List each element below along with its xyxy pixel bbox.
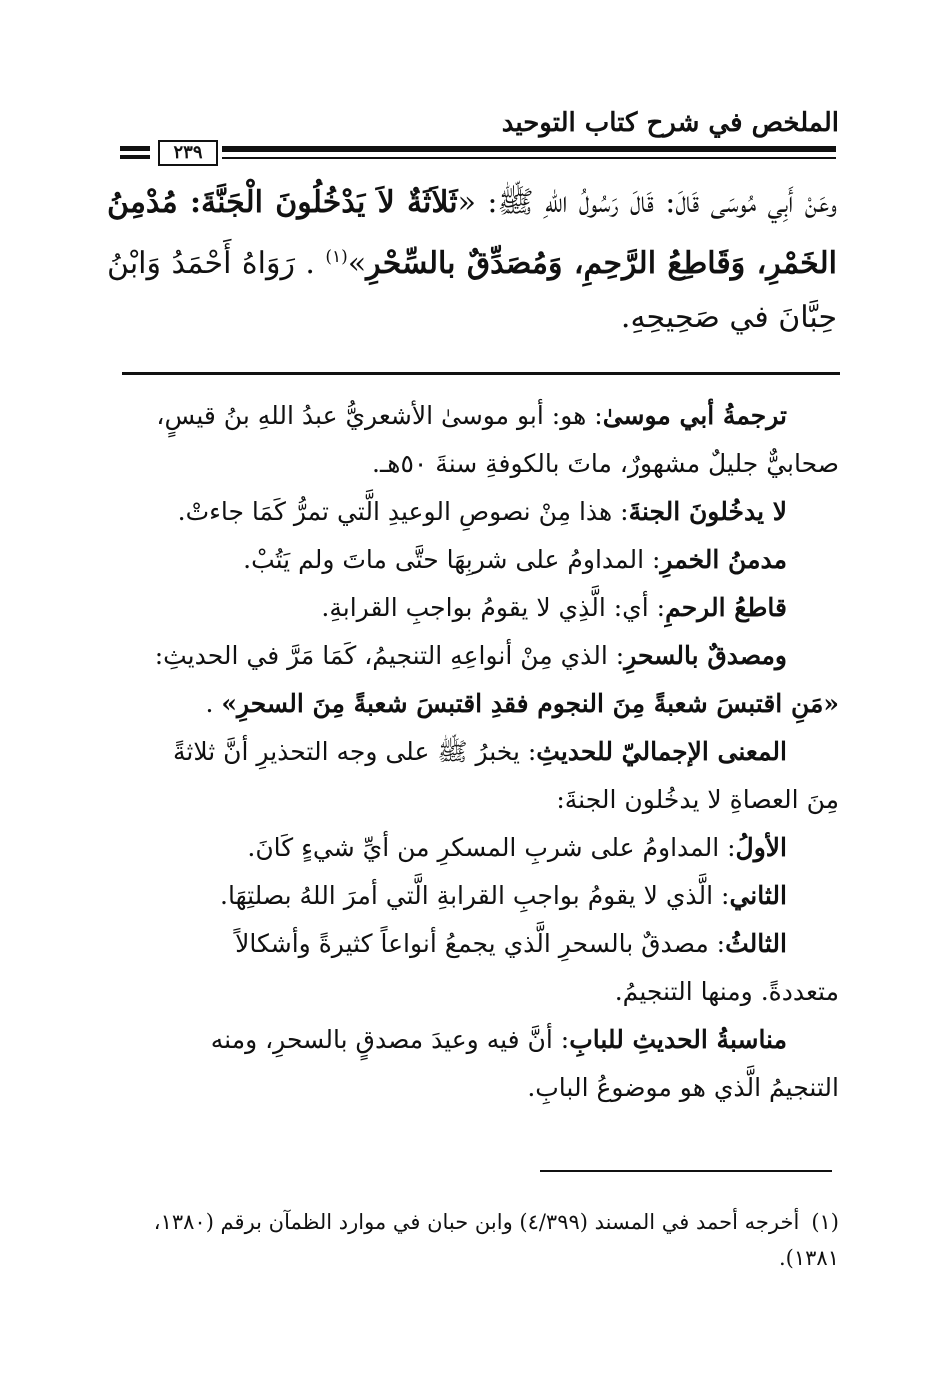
note-text: : مصدقٌ بالسحرِ الَّذي يجمعُ أنواعاً كثيرةً وأشكالاً [235,929,726,958]
footnote-line [107,1240,839,1276]
note-text: صحابيٌّ جليلٌ مشهورٌ، ماتَ بالكوفةِ سنةَ ٥٠هـ. [372,449,839,478]
hadith-intro: وعَنْ أَبِي مُوسَى قَالَ: قَالَ رَسُولُ اللهِ ﷺ: « [457,185,837,220]
note-line [107,680,839,728]
footnote-text: أخرجه أحمد في المسند (٤/٣٩٩) وابن حبان في موارد الظمآن برقم (١٣٨٠، [153,1210,800,1234]
note-text: متعددةً. ومنها التنجيمُ. [614,977,839,1006]
note-term: قاطعُ الرحمِ [665,593,787,622]
note-text: التنجيمُ الَّذي هو موضوعُ البابِ. [527,1073,839,1102]
footnote-text: ١٣٨١). [779,1246,839,1270]
footnote-rule [540,1170,832,1172]
header-rule-thin [222,157,836,159]
footnote-reference: (١) [325,247,348,267]
note-line [107,536,839,584]
note-line [107,392,839,440]
hadith-text [107,176,837,345]
footnote-number: (١) [811,1210,839,1234]
running-header-title: الملخص في شرح كتاب التوحيد [501,108,839,138]
hadith-quote: ثَلاَثَةٌ لاَ يَدْخُلُونَ الْجَنَّةَ: مُدْمِنُ الخَمْرِ، وَقَاطِعُ الرَّحِمِ، وَمُصَدِّقٌ بالسِّحْرِ [107,185,838,281]
note-text: : أي: الَّذِي لا يقومُ بواجبِ القرابةِ. [321,593,666,622]
note-term: الثالثُ [725,929,787,958]
note-line [107,968,839,1016]
note-line [107,632,839,680]
note-text: مِنَ العصاةِ لا يدخُلون الجنةَ: [556,785,839,814]
hadith-quote-close: » [347,246,367,281]
note-term: ومصدقٌ بالسحرِ [624,641,787,670]
section-divider [122,372,840,375]
note-line [107,728,839,776]
page-number: ٢٣٩ [158,140,218,166]
note-term: مناسبةُ الحديثِ للبابِ [569,1025,787,1054]
note-term: لا يدخُلونَ الجنةَ [628,497,787,526]
note-text: : الذي مِنْ أنواعِهِ التنجيمُ، كَمَا مَرَّ في الحديثِ: [154,641,625,670]
note-quote: «مَنِ اقتبسَ شعبةً مِنَ النجوم فقدِ اقتبسَ شعبةً مِنَ السحرِ» [221,689,839,718]
header-rule-left-stub [120,155,150,159]
header-rule [120,140,836,166]
note-line [107,776,839,824]
note-text: : هو: أبو موسىٰ الأشعريُّ عبدُ اللهِ بنُ قيسٍ، [156,401,603,430]
note-line [107,824,839,872]
note-term: ترجمةُ أبي موسىٰ [602,401,787,430]
note-line [107,488,839,536]
note-text: : أنَّ فيه وعيدَ مصدقٍ بالسحرِ، ومنه [210,1025,570,1054]
note-text: : يخبرُ ﷺ على وجه التحذيرِ أنَّ ثلاثةً [172,737,537,766]
note-text: . [205,689,222,718]
header-rule-thick [222,146,836,152]
note-term: المعنى الإجماليّ للحديثِ [536,737,787,766]
note-text: : المداومُ على شربِ المسكرِ من أيِّ شيءٍ كَانَ. [247,833,736,862]
note-term: الثاني [729,881,787,910]
note-text: : هذا مِنْ نصوصِ الوعيدِ الَّتي تمرُّ كَمَا جاءتْ. [177,497,629,526]
note-line [107,1064,839,1112]
header-rule-left-stub [120,146,150,151]
footnote-line [107,1204,839,1240]
commentary [107,392,839,1112]
note-line [107,920,839,968]
footnote [107,1204,839,1276]
note-text: : المداومُ على شربِهَا حتَّى ماتَ ولم يَتُبْ. [243,545,661,574]
note-line [107,1016,839,1064]
note-line [107,440,839,488]
note-term: مدمنُ الخمرِ [660,545,787,574]
note-line [107,584,839,632]
hadith-source: . رَوَاهُ أَحْمَدُ وَابْنُ حِبَّانَ في صَحِيحِهِ. [107,246,837,335]
note-text: : الَّذي لا يقومُ بواجبِ القرابةِ الَّتي أمرَ اللهُ بصلتِهَا. [220,881,730,910]
note-line [107,872,839,920]
note-term: الأولُ [735,833,787,862]
